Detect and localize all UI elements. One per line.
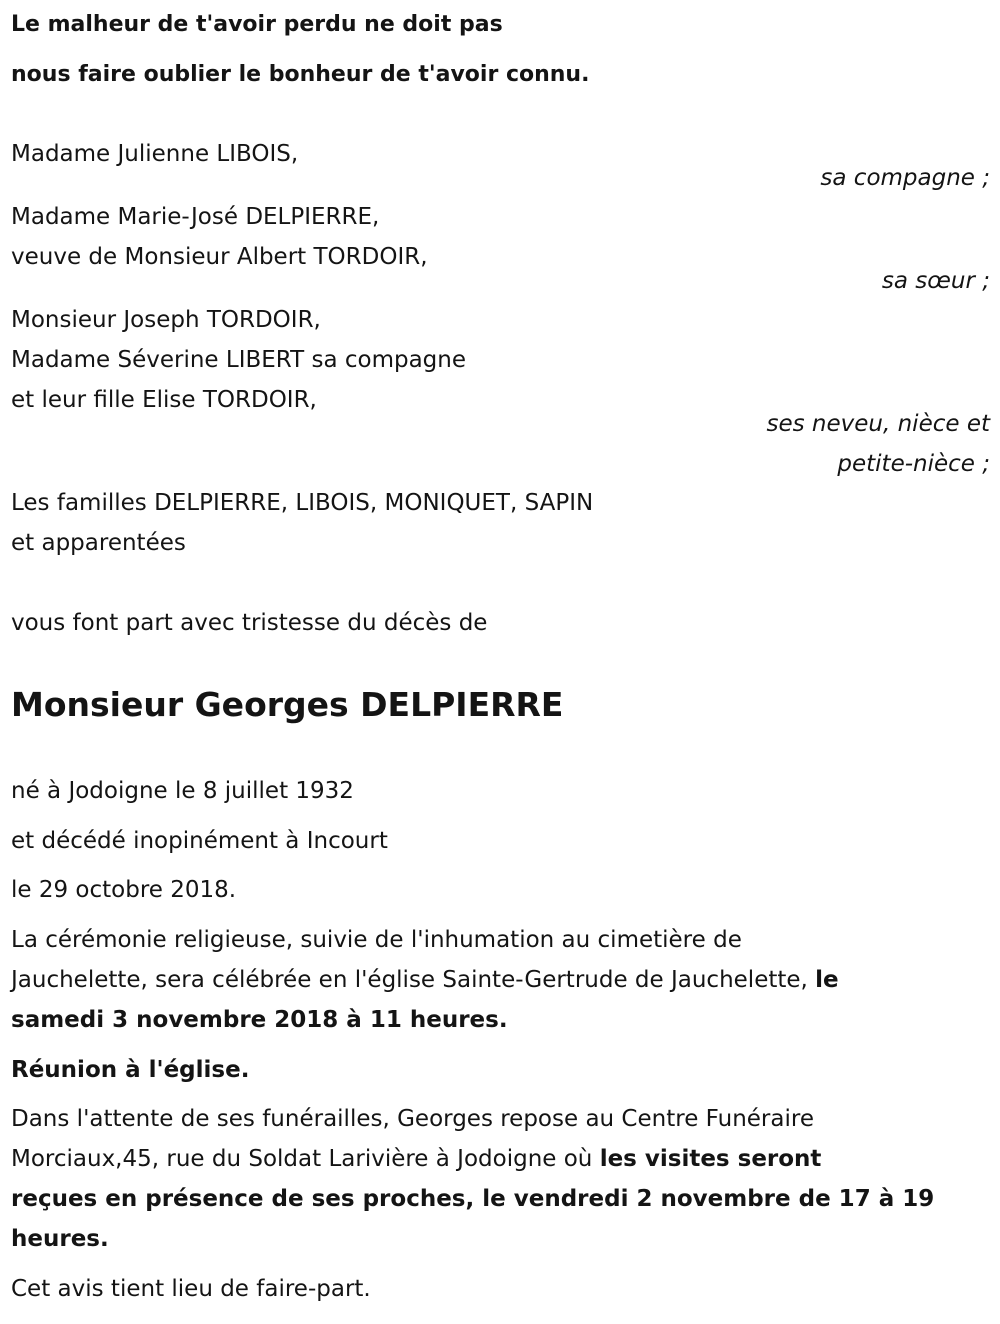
visits-line-3: reçues en présence de ses proches, le vendredi 2 novembre de 17 à 19	[11, 1186, 935, 1212]
visits-line-2	[11, 1144, 821, 1174]
death-info: et décédé inopinément à Incourt	[11, 828, 388, 854]
nephew-relation-line-2: petite-nièce ;	[837, 451, 990, 477]
nephew-name: Monsieur Joseph TORDOIR,	[11, 307, 321, 333]
nephew-relation-line-1: ses neveu, nièce et	[766, 411, 990, 437]
families-line-1: Les familles DELPIERRE, LIBOIS, MONIQUET, SAPIN	[11, 490, 594, 516]
birth-info: né à Jodoigne le 8 juillet 1932	[11, 778, 354, 804]
visits-line-2-bold: les visites seront	[599, 1146, 822, 1172]
ceremony-line-2-text: Jauchelette, sera célébrée en l'église Sainte-Gertrude de Jauchelette,	[11, 967, 808, 993]
closing-text: Cet avis tient lieu de faire-part.	[11, 1276, 371, 1302]
companion-relation: sa compagne ;	[820, 165, 990, 191]
motto-line-2: nous faire oublier le bonheur de t'avoir connu.	[11, 62, 590, 87]
nephew-partner: Madame Séverine LIBERT sa compagne	[11, 347, 467, 373]
companion-name: Madame Julienne LIBOIS,	[11, 141, 299, 167]
visits-line-4: heures.	[11, 1226, 109, 1252]
nephew-daughter: et leur fille Elise TORDOIR,	[11, 387, 317, 413]
visits-line-2-text: Morciaux,45, rue du Soldat Larivière à Jodoigne où	[11, 1146, 593, 1172]
sister-name: Madame Marie-José DELPIERRE,	[11, 204, 380, 230]
meeting-info: Réunion à l'église.	[11, 1057, 250, 1083]
sister-widow-of: veuve de Monsieur Albert TORDOIR,	[11, 244, 428, 270]
ceremony-date-time: samedi 3 novembre 2018 à 11 heures.	[11, 1007, 508, 1033]
sister-relation: sa sœur ;	[881, 268, 990, 294]
ceremony-line-2	[11, 965, 839, 995]
deceased-name: Monsieur Georges DELPIERRE	[11, 685, 564, 724]
announcement-text: vous font part avec tristesse du décès de	[11, 610, 488, 636]
ceremony-line-2-bold: le	[815, 967, 839, 993]
ceremony-line-1: La cérémonie religieuse, suivie de l'inhumation au cimetière de	[11, 927, 742, 953]
visits-line-1: Dans l'attente de ses funérailles, Georges repose au Centre Funéraire	[11, 1106, 814, 1132]
families-line-2: et apparentées	[11, 530, 186, 556]
motto-line-1: Le malheur de t'avoir perdu ne doit pas	[11, 12, 503, 37]
death-date: le 29 octobre 2018.	[11, 877, 237, 903]
